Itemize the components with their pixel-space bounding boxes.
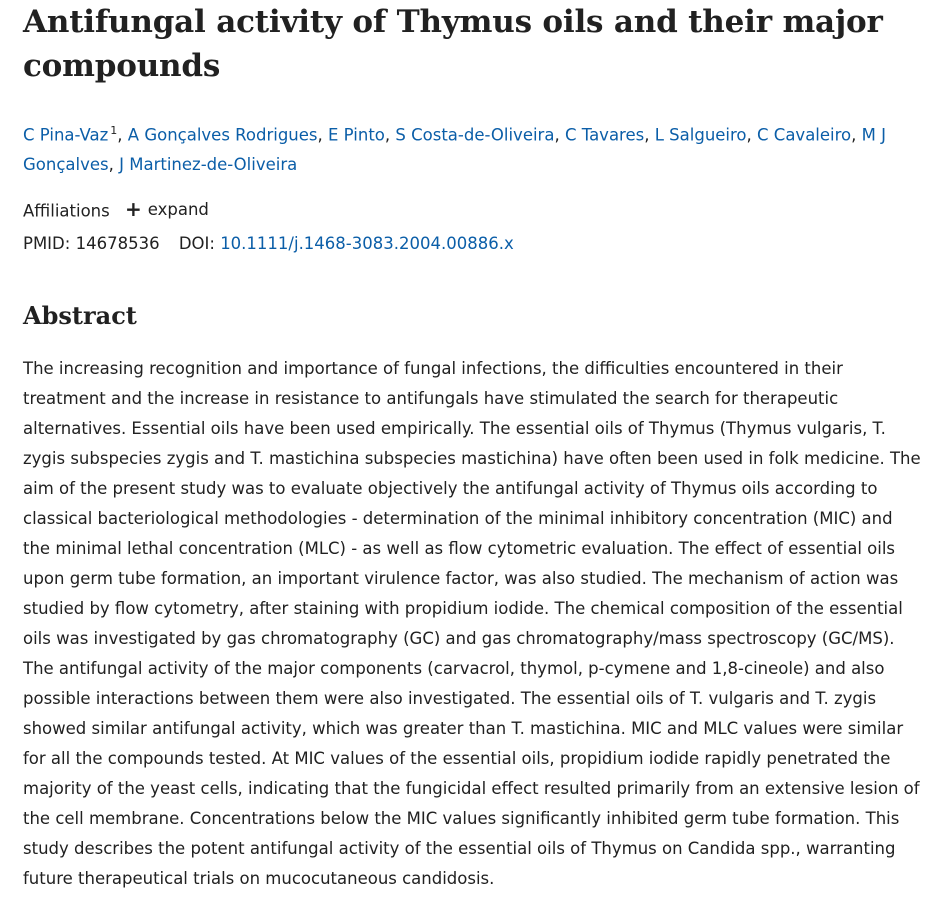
author-link[interactable]: A Gonçalves Rodrigues <box>127 125 318 145</box>
author-separator: , <box>746 125 758 145</box>
author-separator: , <box>384 125 396 145</box>
abstract-text: The increasing recognition and importance of fungal infections, the difficulties encountered in their treatment and the increase in resistance to antifungals have stimulated the search for therapeutic alternatives. Essential oils have been used empirically. The essential oils of Thymus (Thymus vulgaris, T. zygis subspecies zygis and T. mastichina subspecies mastichina) have often been used in folk medicine. The aim of the present study was to evaluate objectively the antifungal activity of Thymus oils according to classical bacteriological methodologies - determination of the minimal inhibitory concentration (MIC) and the minimal lethal concentration (MLC) - as well as flow cytometric evaluation. The effect of essential oils upon germ tube formation, an important virulence factor, was also studied. The mechanism of action was studied by flow cytometry, after staining with propidium iodide. The chemical composition of the essential oils was investigated by gas chromatography (GC) and gas chromatography/mass spectroscopy (GC/MS). The antifungal activity of the major components (carvacrol, thymol, p-cymene and 1,8-cineole) and also possible interactions between them were also investigated. The essential oils of T. vulgaris and T. zygis showed similar antifungal activity, which was greater than T. mastichina. MIC and MLC values were similar for all the compounds tested. At MIC values of the essential oils, propidium iodide rapidly penetrated the majority of the yeast cells, indicating that the fungicidal effect resulted primarily from an extensive lesion of the cell membrane. Concentrations below the MIC values significantly inhibited germ tube formation. This study describes the potent antifungal activity of the essential oils of Thymus on Candida spp., warranting future therapeutical trials on mucocutaneous candidosis. <box>23 359 921 888</box>
author-link[interactable]: M J Gonçalves <box>23 125 887 174</box>
abstract-heading: Abstract <box>23 301 137 330</box>
affiliations-row <box>23 193 923 228</box>
affiliation-marker[interactable]: 1 <box>110 124 118 137</box>
author-separator: , <box>117 125 128 145</box>
article-meta <box>23 193 923 261</box>
author-link[interactable]: E Pinto <box>328 125 385 145</box>
author-link[interactable]: J Martinez-de-Oliveira <box>119 154 298 174</box>
author-link[interactable]: C Pina-Vaz <box>23 125 109 145</box>
author-list <box>23 116 923 179</box>
author-separator: , <box>317 125 329 145</box>
author-link[interactable]: C Cavaleiro <box>757 125 852 145</box>
author-separator: , <box>554 125 565 145</box>
pmid-label: PMID: <box>23 234 71 253</box>
affiliations-label: Affiliations <box>23 201 110 220</box>
identifiers-row <box>23 227 923 260</box>
author-link[interactable]: C Tavares <box>564 125 645 145</box>
author-separator: , <box>108 154 120 174</box>
affiliations-expand-button[interactable] <box>125 193 209 226</box>
expand-label: expand <box>147 199 209 219</box>
plus-icon: + <box>124 197 142 221</box>
author-link[interactable]: L Salgueiro <box>654 125 747 145</box>
author-separator: , <box>644 125 655 145</box>
author-link[interactable]: S Costa-de-Oliveira <box>395 125 555 145</box>
article <box>23 0 923 894</box>
pmid-value: 14678536 <box>75 234 160 253</box>
article-title: Antifungal activity of Thymus oils and their major compounds <box>23 4 883 84</box>
doi-link[interactable]: 10.1111/j.1468-3083.2004.00886.x <box>220 234 514 253</box>
author-separator: , <box>851 125 862 145</box>
doi-label: DOI: <box>178 234 215 253</box>
